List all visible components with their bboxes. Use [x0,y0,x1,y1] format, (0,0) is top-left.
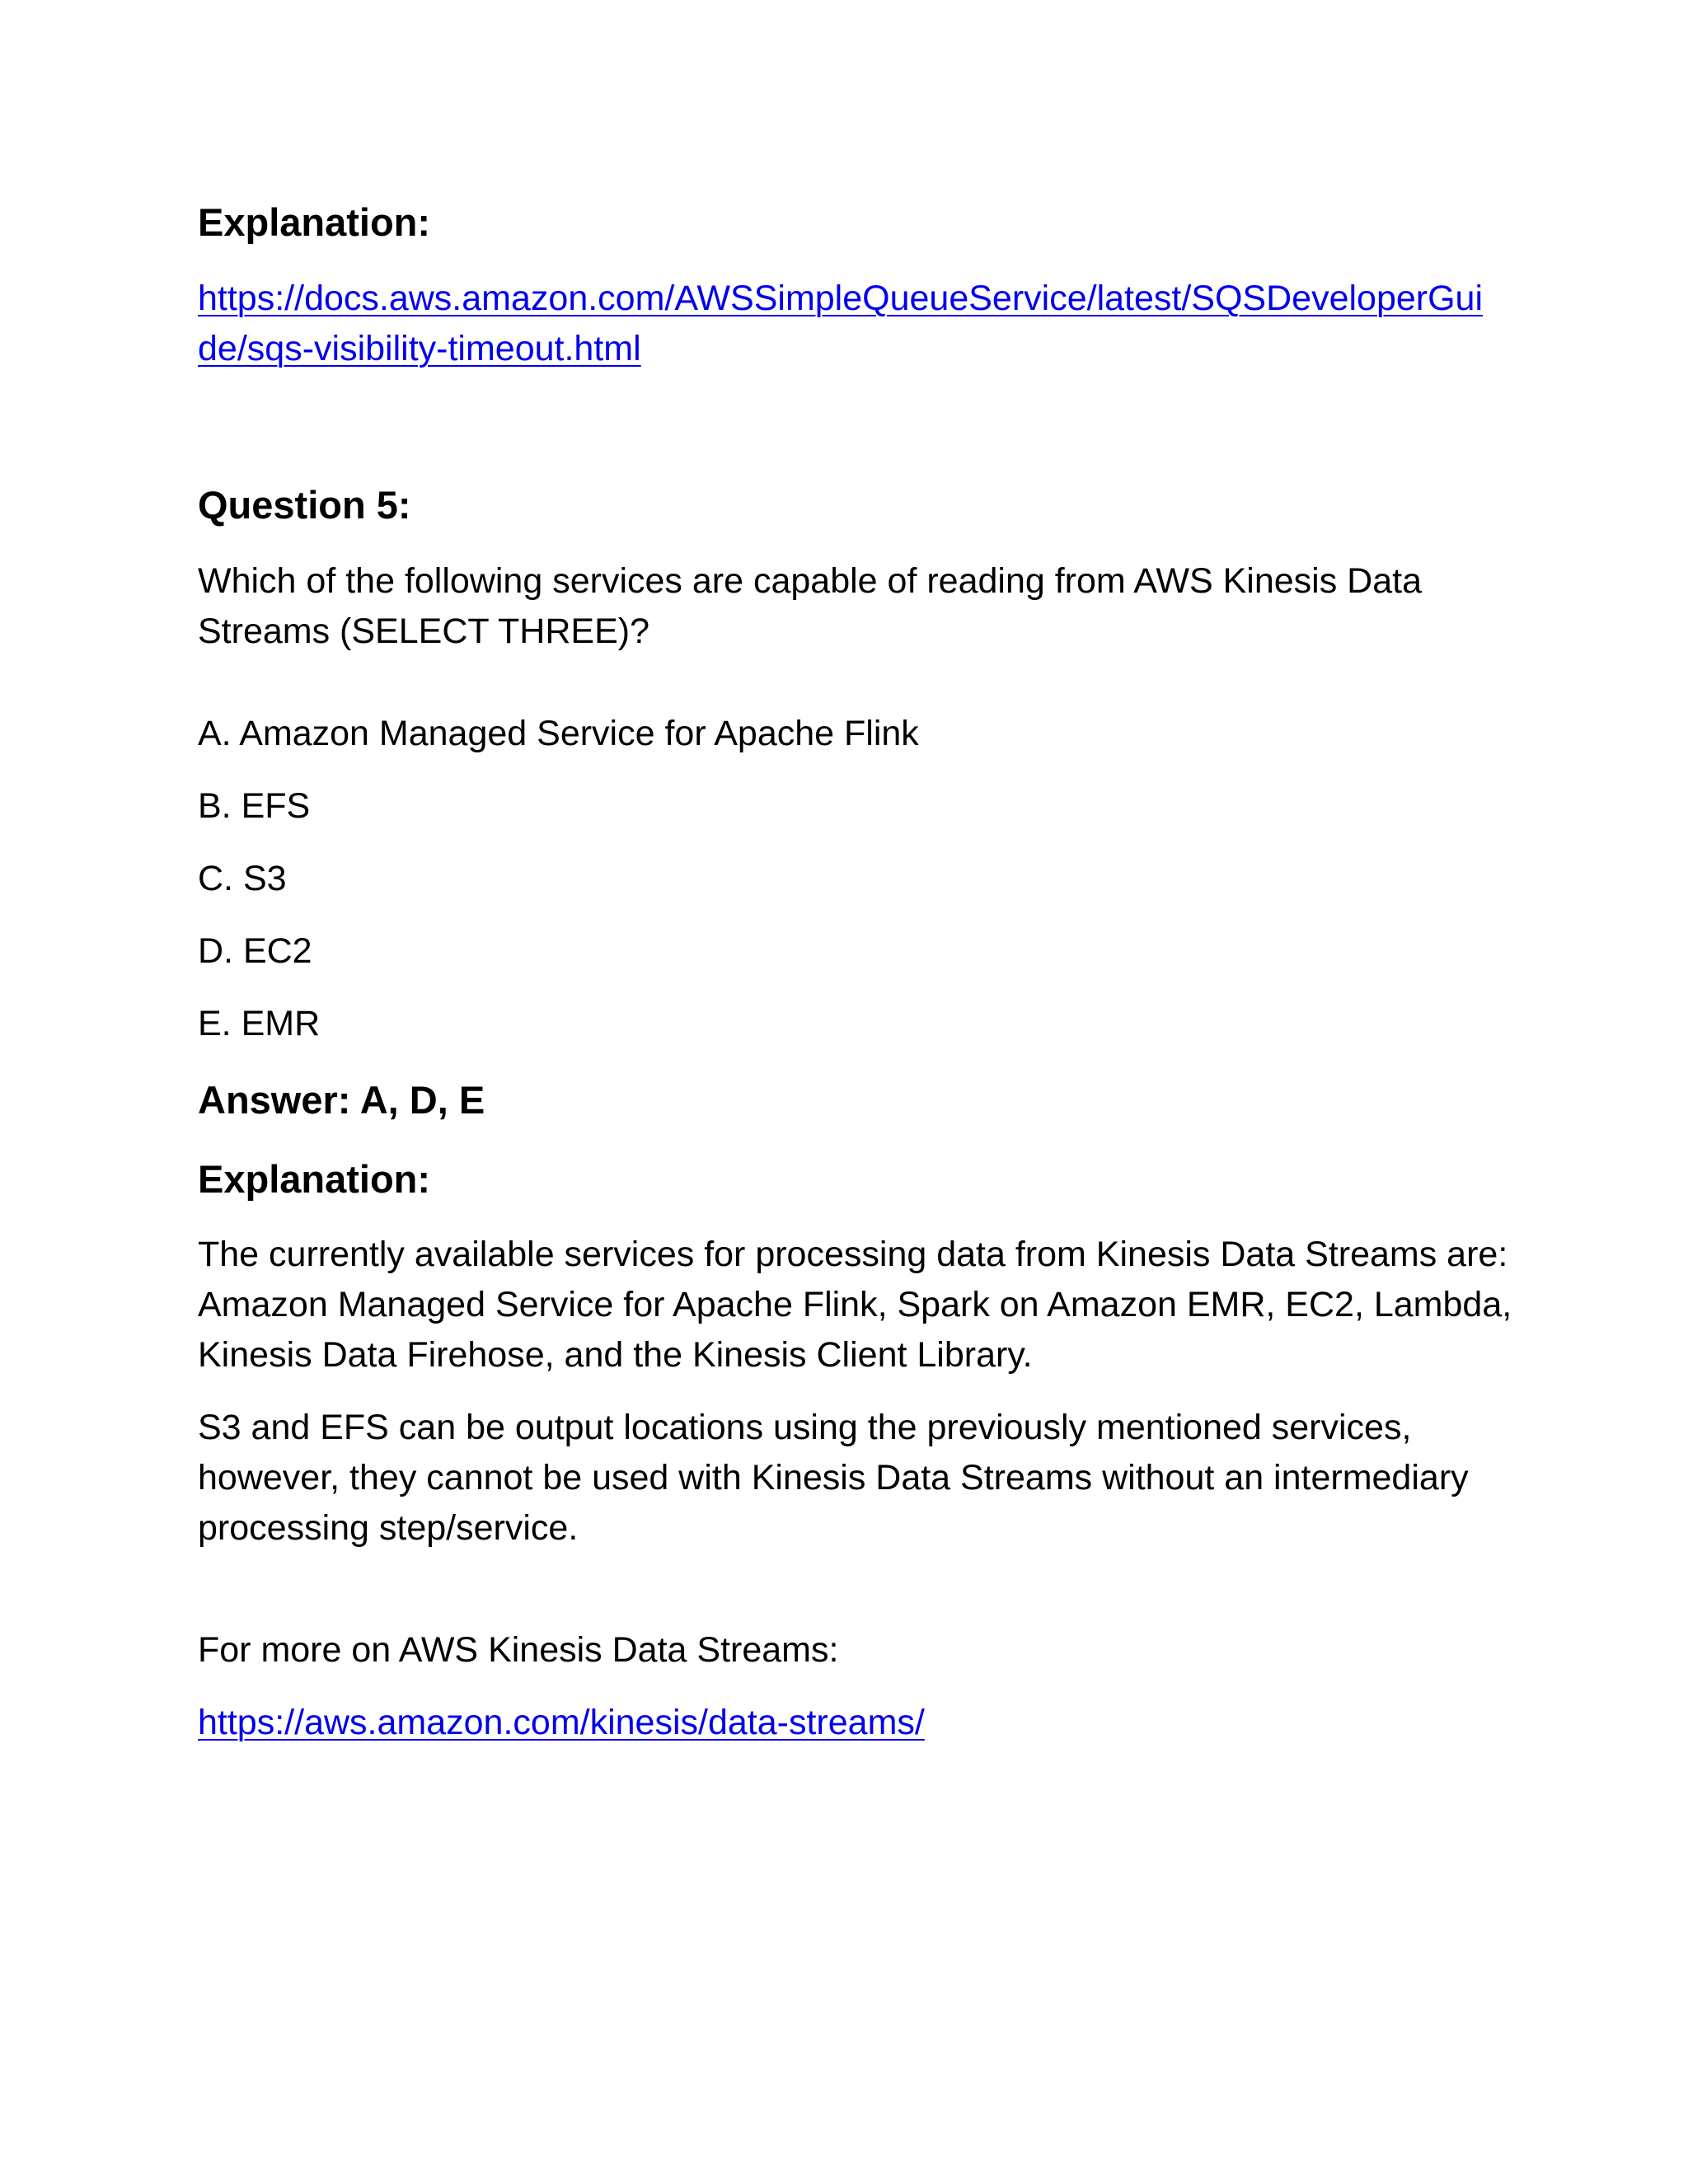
question-heading: Question 5: [198,483,411,527]
paragraph-1-line-1: The currently available services for processing data from Kinesis Data Streams are: [198,1235,1508,1274]
question-text-line-2: Streams (SELECT THREE)? [198,612,649,651]
paragraph-2-line-2: however, they cannot be used with Kinesis Data Streams without an intermediary [198,1458,1469,1497]
explanation-paragraph-2 [198,1403,1517,1554]
paragraph-1-line-2: Amazon Managed Service for Apache Flink, Spark on Amazon EMR, EC2, Lambda, [198,1285,1512,1324]
explanation-heading-2: Explanation: [198,1157,431,1201]
option-b: B. EFS [198,786,311,826]
paragraph-2-line-1: S3 and EFS can be output locations using the previously mentioned services, [198,1408,1412,1447]
option-d: D. EC2 [198,931,312,971]
option-c: C. S3 [198,859,287,898]
link-line-2: de/sqs-visibility-timeout.html [198,329,641,368]
explanation-heading: Explanation: [198,200,431,244]
kinesis-data-streams-link[interactable]: https://aws.amazon.com/kinesis/data-streams/ [198,1703,925,1742]
sqs-visibility-timeout-link[interactable] [198,274,1517,374]
question-text [198,556,1517,657]
question-text-line-1: Which of the following services are capable of reading from AWS Kinesis Data [198,561,1422,601]
paragraph-1-line-3: Kinesis Data Firehose, and the Kinesis Client Library. [198,1335,1033,1375]
explanation-paragraph-1 [198,1230,1517,1380]
more-info-text: For more on AWS Kinesis Data Streams: [198,1630,839,1670]
link-line-1: https://docs.aws.amazon.com/AWSSimpleQueueService/latest/SQSDeveloperGui [198,279,1484,318]
answer-heading: Answer: A, D, E [198,1078,485,1122]
option-a: A. Amazon Managed Service for Apache Flink [198,714,919,753]
option-e: E. EMR [198,1004,321,1043]
paragraph-2-line-3: processing step/service. [198,1508,579,1548]
